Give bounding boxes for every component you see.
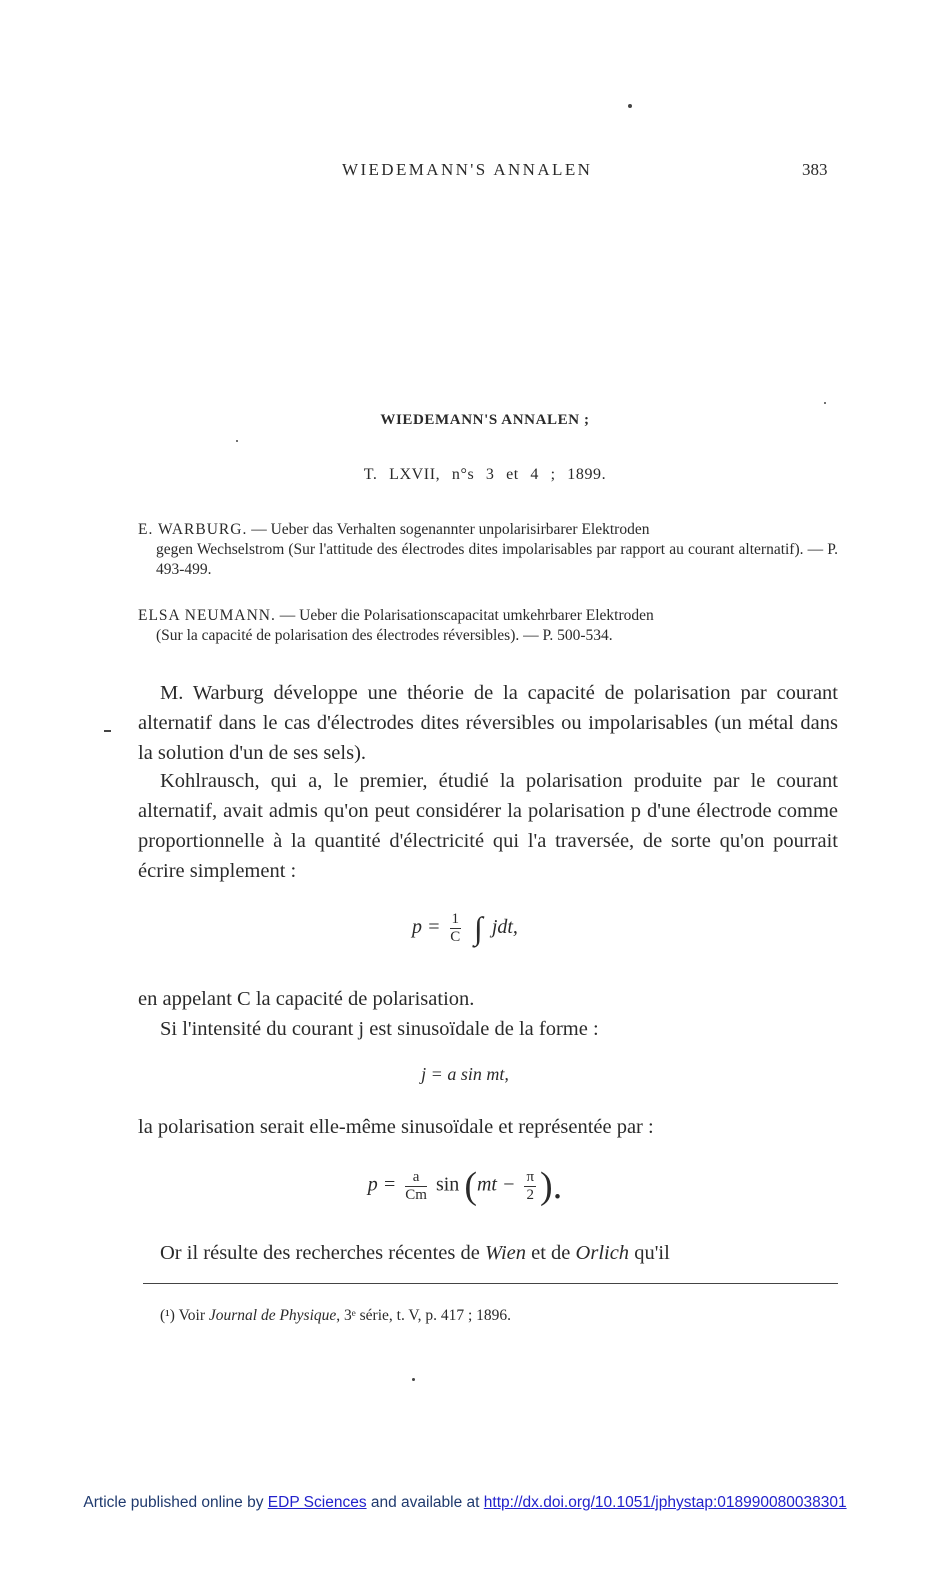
reference-continuation: (Sur la capacité de polarisation des électrodes réversibles). — P. 500-534. xyxy=(156,627,613,644)
footnote-rule xyxy=(143,1283,838,1284)
reference-warburg xyxy=(138,520,838,580)
eq3-argument: mt − xyxy=(476,1173,516,1196)
p6-text-start: Or il résulte des recherches récentes de xyxy=(160,1242,485,1264)
eq3-denominator: Cm xyxy=(405,1186,427,1203)
eq1-lhs: p = xyxy=(412,916,441,939)
scan-speck xyxy=(824,402,826,404)
credit-prefix: Article published online by xyxy=(83,1494,268,1511)
reference-author: ELSA NEUMANN. xyxy=(138,607,276,624)
footnote xyxy=(160,1307,511,1325)
paragraph-4: Si l'intensité du courant j est sinusoïdale de la forme : xyxy=(160,1018,599,1040)
p6-name-wien: Wien xyxy=(485,1242,526,1264)
eq3-numerator: a xyxy=(405,1169,427,1187)
eq1-denominator: C xyxy=(450,929,461,945)
p6-name-orlich: Orlich xyxy=(575,1242,630,1264)
eq3-fraction xyxy=(405,1169,427,1204)
eq1-rhs: jdt, xyxy=(491,916,518,939)
publication-credit xyxy=(0,1494,930,1512)
volume-line: T. LXVII, n°s 3 et 4 ; 1899. xyxy=(363,466,607,483)
paragraph-6 xyxy=(138,1238,838,1268)
paragraph-5: la polarisation serait elle-même sinusoïdale et représentée par : xyxy=(138,1116,654,1138)
equation-polarisation-integral xyxy=(0,910,930,947)
credit-middle: and available at xyxy=(366,1494,484,1511)
running-title: WIEDEMANN'S ANNALEN xyxy=(342,160,593,179)
reference-continuation: gegen Wechselstrom (Sur l'attitude des électrodes dites impolarisables par rapport au courant alternatif). — P. 493-499. xyxy=(156,541,838,578)
reference-title: — Ueber das Verhalten sogenannter unpolarisirbarer Elektroden xyxy=(247,521,650,538)
reference-title: — Ueber die Polarisationscapacitat umkehrbarer Elektroden xyxy=(275,607,654,624)
footnote-rest: , 3ᵉ série, t. V, p. 417 ; 1896. xyxy=(336,1307,512,1324)
eq3-pi-numerator: π xyxy=(526,1168,535,1185)
equation-polarisation-sine xyxy=(0,1164,930,1208)
scan-speck xyxy=(412,1378,415,1381)
eq3-open-paren: ( xyxy=(464,1165,477,1207)
scan-speck xyxy=(628,104,632,108)
paragraph-3: en appelant C la capacité de polarisation. xyxy=(138,988,475,1010)
footnote-journal: Journal de Physique xyxy=(208,1307,337,1324)
section-title: WIEDEMANN'S ANNALEN ; xyxy=(380,412,590,428)
eq3-pi-denominator: 2 xyxy=(526,1186,534,1203)
publisher-link[interactable]: EDP Sciences xyxy=(267,1494,367,1511)
eq1-fraction xyxy=(450,911,462,946)
reference-neumann xyxy=(138,606,838,646)
integral-sign: ∫ xyxy=(474,910,483,946)
reference-author: E. WARBURG. xyxy=(138,521,248,538)
eq3-sin: sin xyxy=(435,1173,460,1196)
scan-speck xyxy=(236,440,238,442)
scan-speck xyxy=(104,730,111,732)
p6-text-end: qu'il xyxy=(629,1242,670,1264)
footnote-marker: (¹) Voir xyxy=(160,1307,209,1324)
running-header xyxy=(0,160,930,184)
eq3-lhs: p = xyxy=(367,1173,397,1196)
eq3-close-paren: ). xyxy=(540,1165,563,1207)
p6-text-mid: et de xyxy=(526,1242,576,1264)
eq1-numerator: 1 xyxy=(451,911,460,927)
equation-current: j = a sin mt, xyxy=(421,1064,509,1084)
eq3-pi-fraction xyxy=(524,1169,536,1204)
paragraph-1: M. Warburg développe une théorie de la capacité de polarisation par courant alternatif dans le cas d'électrodes dites réversibles ou impolarisables (un métal dans la solution d'un de ses sels). xyxy=(138,682,838,764)
page-number: 383 xyxy=(802,160,828,179)
paragraph-2: Kohlrausch, qui a, le premier, étudié la polarisation produite par le courant alternatif, avait admis qu'on peut considérer la polarisation p d'une électrode comme proportionnelle à la quantité d'électricité qui l'a traversée, de sorte qu'on pourrait écrire simplement : xyxy=(138,770,838,882)
doi-link[interactable]: http://dx.doi.org/10.1051/jphystap:018990080038301 xyxy=(483,1494,847,1511)
